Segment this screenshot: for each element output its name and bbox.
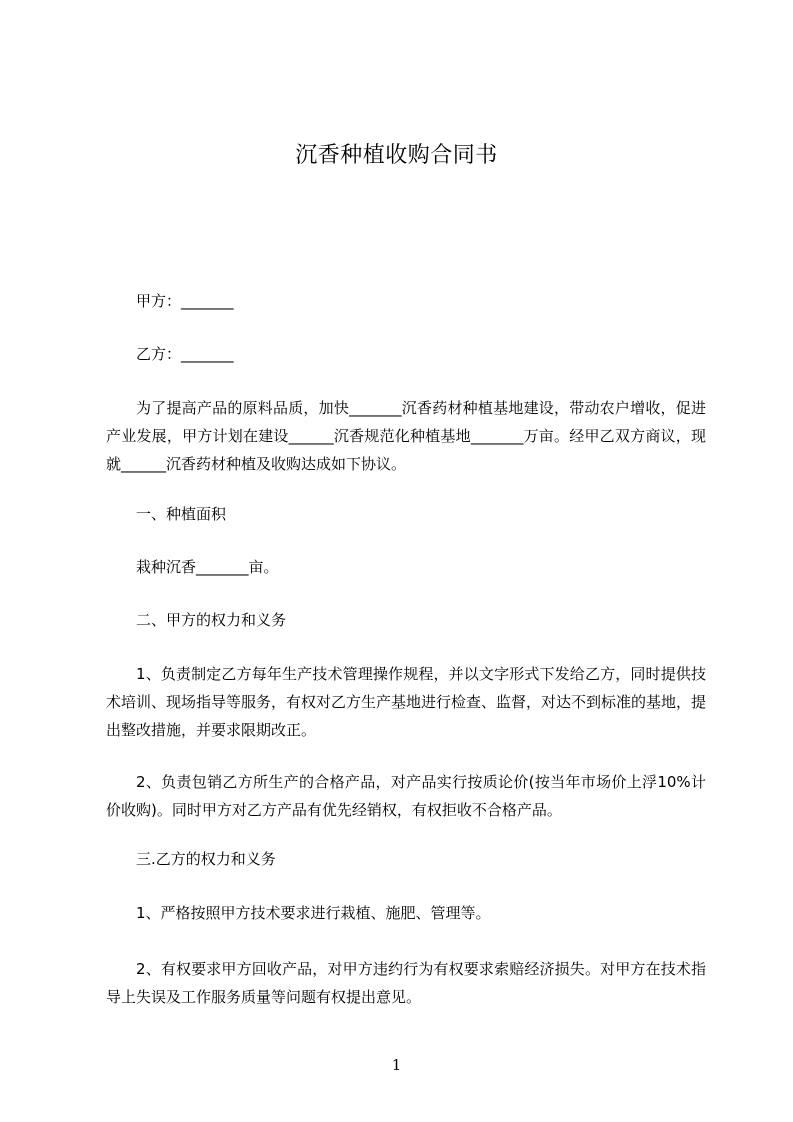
- intro-paragraph: 为了提高产品的原料品质，加快_______沉香药材种植基地建设，带动农户增收，促进产业发展，甲方计划在建设______沉香规范化种植基地_______万亩。经甲乙双方商议，现就______沉香药材种植及收购达成如下协议。: [106, 399, 706, 473]
- section-3-item-2: 2、有权要求甲方回收产品，对甲方违约行为有权要求索赔经济损失。对甲方在技术指导上失误及工作服务质量等问题有权提出意见。: [106, 960, 706, 1006]
- section-2-heading: 二、甲方的权力和义务: [136, 611, 287, 629]
- section-1-content: 栽种沉香_______亩。: [136, 558, 279, 576]
- section-3-heading: 三.乙方的权力和义务: [136, 850, 276, 868]
- page-number: 1: [391, 1056, 402, 1074]
- document-title: 沉香种植收购合同书: [295, 143, 498, 168]
- party-b-line: 乙方：_______: [136, 345, 234, 363]
- section-3-item-1: 1、严格按照甲方技术要求进行栽植、施肥、管理等。: [136, 904, 491, 922]
- section-2-item-2: 2、负责包销乙方所生产的合格产品，对产品实行按质论价(按当年市场价上浮10%计价收购)。同时甲方对乙方产品有优先经销权，有权拒收不合格产品。: [106, 773, 706, 819]
- section-1-heading: 一、种植面积: [136, 505, 227, 523]
- section-2-item-1: 1、负责制定乙方每年生产技术管理操作规程，并以文字形式下发给乙方，同时提供技术培训、现场指导等服务，有权对乙方生产基地进行检查、监督，对达不到标准的基地，提出整改措施，并要求限期改正。: [106, 665, 707, 739]
- party-a-line: 甲方：_______: [136, 292, 234, 310]
